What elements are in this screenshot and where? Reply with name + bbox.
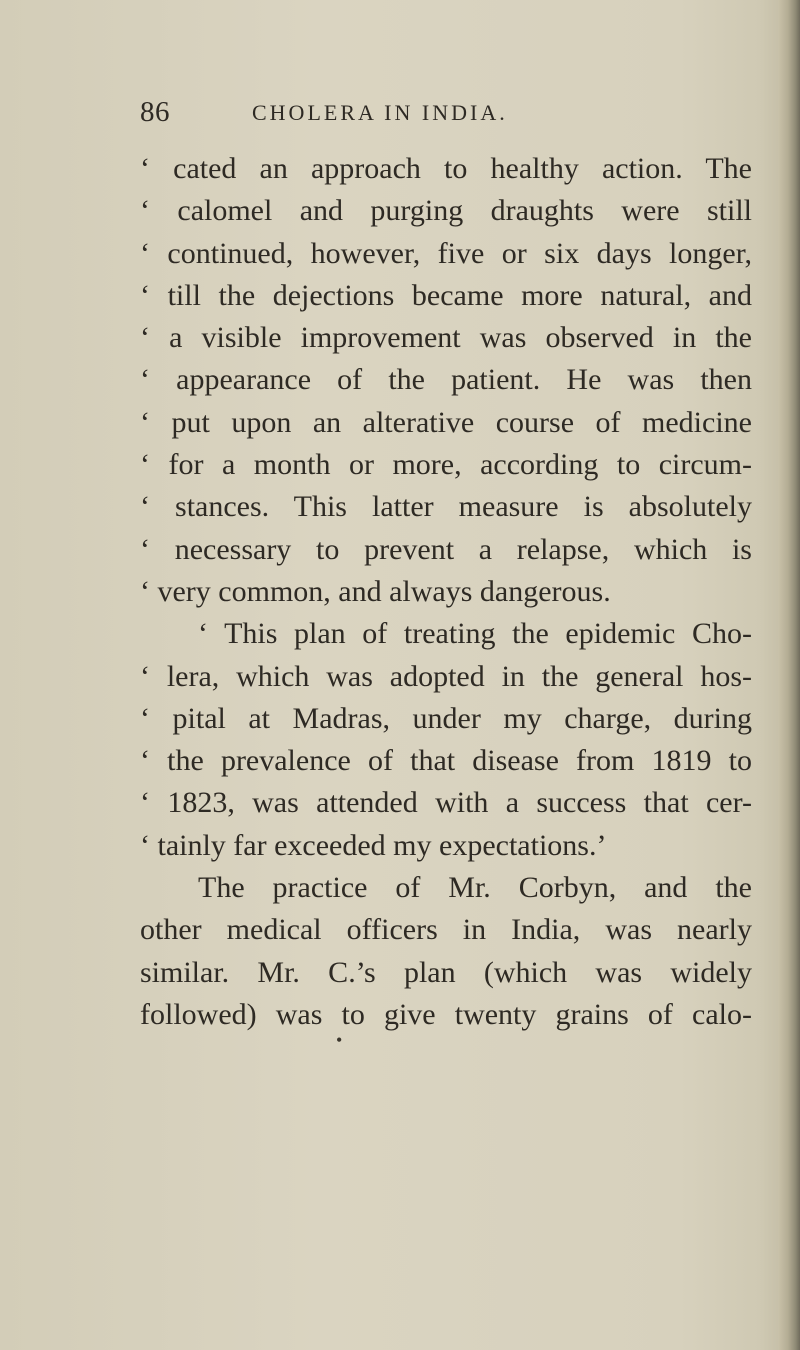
page-number: 86 [140, 96, 170, 128]
text-line: other medical officers in India, was nearly [140, 913, 752, 947]
text-line: ‘ a visible improvement was observed in the [140, 321, 752, 355]
printer-mark: • [336, 1030, 343, 1050]
text-line: ‘ cated an approach to healthy action. The [140, 152, 752, 185]
text-line: ‘ very common, and always dangerous. [140, 574, 611, 608]
text-line: ‘ the prevalence of that disease from 1819 to [140, 744, 752, 778]
text-line: ‘ tainly far exceeded my expectations.’ [140, 828, 607, 862]
text-line: ‘ pital at Madras, under my charge, during [140, 701, 752, 735]
text-line: ‘ This plan of treating the epidemic Cho- [198, 617, 752, 651]
text-line: ‘ appearance of the patient. He was then [140, 363, 752, 397]
text-line: The practice of Mr. Corbyn, and the [198, 871, 752, 905]
text-line: similar. Mr. C.’s plan (which was widely [140, 955, 752, 989]
text-line: ‘ lera, which was adopted in the general hos- [140, 659, 752, 693]
text-line: ‘ stances. This latter measure is absolutely [140, 490, 752, 524]
text-line: ‘ calomel and purging draughts were still [140, 194, 752, 228]
text-line: ‘ put upon an alterative course of medicine [140, 405, 752, 439]
text-line: ‘ 1823, was attended with a success that cer- [140, 786, 752, 820]
text-line: ‘ till the dejections became more natural, and [140, 278, 752, 312]
text-line: ‘ continued, however, five or six days longer, [140, 236, 752, 270]
page-header [0, 96, 800, 146]
text-line: ‘ for a month or more, according to circum- [140, 448, 752, 482]
page-gutter-shadow [778, 0, 800, 1350]
body-text [140, 148, 752, 1036]
text-line: followed) was to give twenty grains of calo- [140, 997, 752, 1031]
text-line: ‘ necessary to prevent a relapse, which is [140, 532, 752, 566]
running-head: CHOLERA IN INDIA. [252, 100, 508, 125]
